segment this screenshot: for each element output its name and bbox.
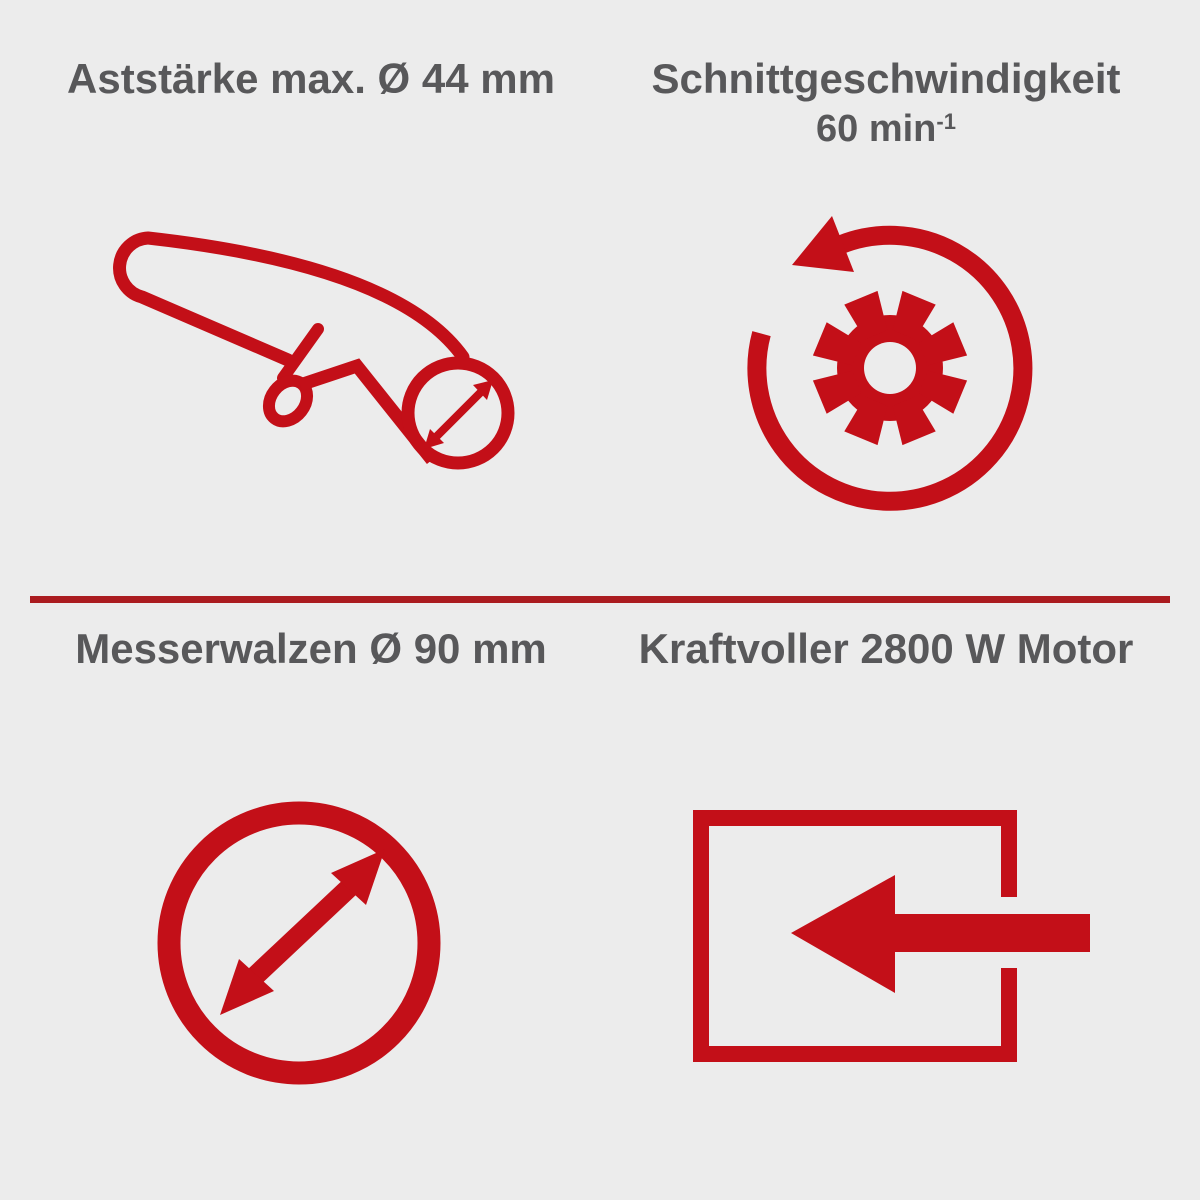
feature-title-motor-power: Kraftvoller 2800 W Motor xyxy=(638,625,1134,672)
gear xyxy=(813,291,967,445)
rotating-gear-icon xyxy=(725,190,1065,540)
power-arrow xyxy=(791,875,1090,993)
cutting-speed-value: 60 $\min^{-1}$ xyxy=(816,108,956,150)
feature-title-blade-rollers: Messerwalzen Ø 90 mm xyxy=(75,625,547,672)
feature-title-branch-thickness: Aststärke max. Ø 44 mm xyxy=(67,55,555,102)
circle-diameter-icon xyxy=(145,785,465,1105)
divider-line xyxy=(30,596,1170,603)
branch-outline xyxy=(120,238,463,360)
power-input-box-icon xyxy=(675,785,1115,1085)
feature-title-cutting-speed xyxy=(575,55,1197,149)
gear-center-hole xyxy=(864,342,916,394)
diameter-arrow-shaft xyxy=(434,390,483,439)
cutting-speed-exponent: -1 xyxy=(936,109,956,134)
roller-diameter-arrow-shaft xyxy=(252,885,352,979)
branch-diameter-icon xyxy=(100,195,570,505)
cutting-speed-label: Schnittgeschwindigkeit xyxy=(651,55,1121,102)
